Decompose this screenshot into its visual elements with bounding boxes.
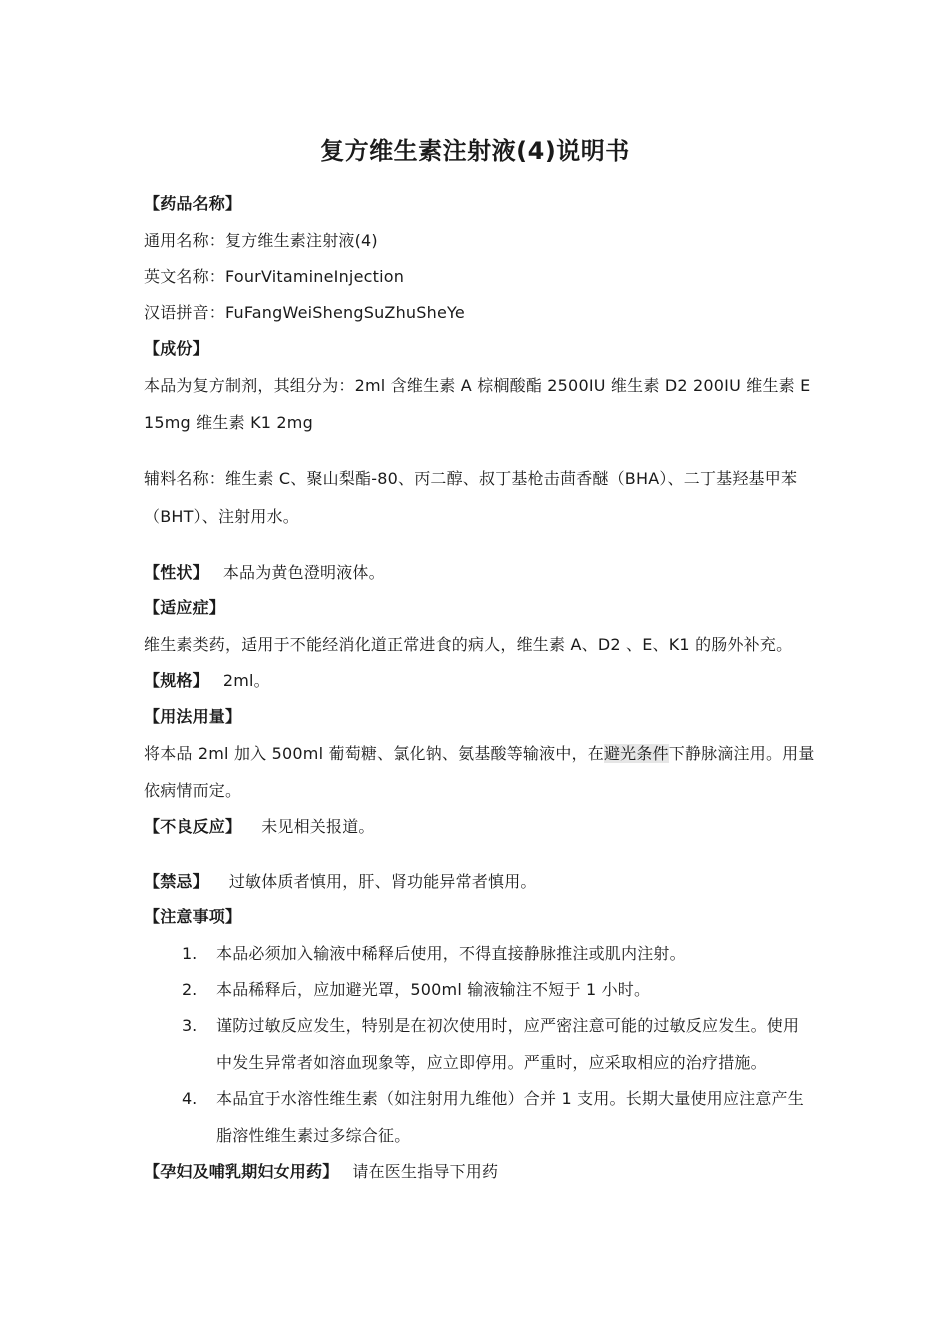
dosage-text-b: 下静脉滴注用。用量 bbox=[668, 744, 815, 763]
indications-text: 维生素类药，适用于不能经消化道正常进食的病人，维生素 A、D2 、E、K1 的肠外补充。 bbox=[144, 635, 793, 654]
adverse-text: 未见相关报道。 bbox=[261, 817, 375, 836]
list-item-number: 1. bbox=[182, 944, 198, 963]
spec-row bbox=[144, 669, 270, 693]
english-name: 英文名称：FourVitamineInjection bbox=[144, 267, 405, 286]
excipients-line-2: （BHT）、注射用水。 bbox=[144, 507, 299, 526]
excipients-line-1: 辅料名称：维生素 C、聚山梨酯-80、丙二醇、叔丁基枪击茴香醚（BHA）、二丁基羟基甲苯 bbox=[144, 469, 798, 488]
list-item-number: 4. bbox=[182, 1089, 198, 1108]
list-item: 本品稀释后，应加避光罩，500ml 输液输注不短于 1 小时。 bbox=[216, 980, 651, 999]
section-heading-indications: 【适应症】 bbox=[144, 598, 226, 617]
dosage-line-1 bbox=[144, 742, 815, 766]
generic-name: 通用名称：复方维生素注射液(4) bbox=[144, 231, 378, 250]
contraindications-text: 过敏体质者慎用，肝、肾功能异常者慎用。 bbox=[228, 872, 537, 891]
list-item-continuation: 脂溶性维生素过多综合征。 bbox=[216, 1126, 411, 1145]
section-heading-spec: 【规格】 bbox=[144, 671, 209, 690]
spec-text: 2ml。 bbox=[222, 671, 270, 690]
dosage-text-a: 将本品 2ml 加入 500ml 葡萄糖、氯化钠、氨基酸等输液中，在 bbox=[144, 744, 604, 763]
page-title: 复方维生素注射液(4)说明书 bbox=[320, 137, 630, 165]
list-item: 谨防过敏反应发生，特别是在初次使用时，应严密注意可能的过敏反应发生。使用 bbox=[216, 1016, 800, 1035]
section-heading-dosage: 【用法用量】 bbox=[144, 707, 242, 726]
dosage-line-2: 依病情而定。 bbox=[144, 781, 242, 800]
pinyin-name: 汉语拼音：FuFangWeiShengSuZhuSheYe bbox=[144, 303, 465, 322]
section-heading-appearance: 【性状】 bbox=[144, 563, 209, 582]
ingredients-line-1: 本品为复方制剂，其组分为：2ml 含维生素 A 棕榈酸酯 2500IU 维生素 D2 200IU 维生素 E bbox=[144, 376, 811, 395]
ingredients-line-2: 15mg 维生素 K1 2mg bbox=[144, 413, 313, 432]
section-heading-precautions: 【注意事项】 bbox=[144, 907, 242, 926]
list-item-continuation: 中发生异常者如溶血现象等，应立即停用。严重时，应采取相应的治疗措施。 bbox=[216, 1053, 767, 1072]
section-heading-pregnancy: 【孕妇及哺乳期妇女用药】 bbox=[144, 1162, 339, 1181]
section-heading-contraindications: 【禁忌】 bbox=[144, 872, 209, 891]
section-heading-adverse: 【不良反应】 bbox=[144, 817, 242, 836]
contraindications-row bbox=[144, 870, 537, 894]
list-item-number: 3. bbox=[182, 1016, 198, 1035]
list-item: 本品必须加入输液中稀释后使用，不得直接静脉推注或肌内注射。 bbox=[216, 944, 686, 963]
appearance-row bbox=[144, 561, 385, 585]
appearance-text: 本品为黄色澄明液体。 bbox=[222, 563, 385, 582]
list-item-number: 2. bbox=[182, 980, 198, 999]
adverse-row bbox=[144, 815, 375, 839]
pregnancy-row bbox=[144, 1160, 498, 1184]
dosage-highlight: 避光条件 bbox=[603, 744, 669, 763]
list-item: 本品宜于水溶性维生素（如注射用九维他）合并 1 支用。长期大量使用应注意产生 bbox=[216, 1089, 804, 1108]
section-heading-ingredients: 【成份】 bbox=[144, 339, 209, 358]
section-heading-drug-name: 【药品名称】 bbox=[144, 194, 242, 213]
pregnancy-text: 请在医生指导下用药 bbox=[352, 1162, 499, 1181]
